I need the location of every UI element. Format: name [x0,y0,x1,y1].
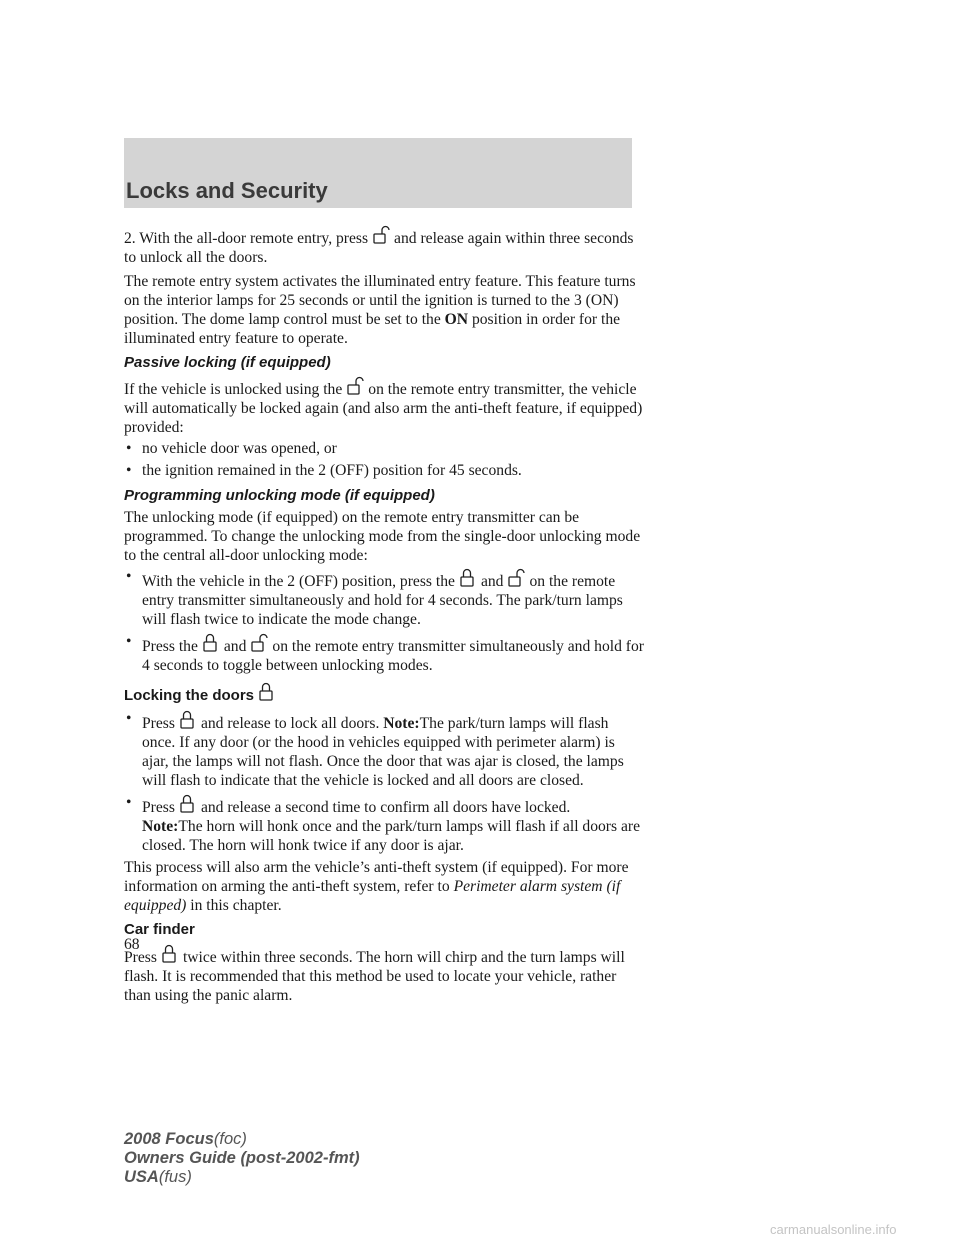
lock-icon [200,632,220,653]
page-content [124,224,644,1010]
list-item: • Press the and on the remote entry transmitter simultaneously and hold for 4 seconds to toggle between unlocking modes. [126,633,644,674]
lock-icon [177,793,197,814]
paragraph-anti-theft: This process will also arm the vehicle’s anti-theft system (if equipped). For more information on arming the anti-theft system, refer to Perimeter alarm system (if equipped) in this chapter. [124,859,629,914]
watermark: carmanualsonline.info [770,1222,897,1237]
heading-passive-locking: Passive locking (if equipped) [124,354,331,371]
unlock-icon [344,375,364,396]
unlock-icon [505,567,525,588]
unlock-icon [370,224,390,245]
heading-programming-unlocking: Programming unlocking mode (if equipped) [124,487,435,504]
lock-icon [457,567,477,588]
list-item: • the ignition remained in the 2 (OFF) position for 45 seconds. [126,462,522,479]
list-item: • Press and release a second time to confirm all doors have locked. Note:The horn will honk once and the park/turn lamps will flash if all doors are closed. The horn will honk twice if any door is ajar. [126,794,641,854]
paragraph-car-finder: Press twice within three seconds. The horn will chirp and the turn lamps will flash. It is recommended that this method be used to locate your vehicle, rather than using the panic alarm. [124,943,644,1005]
unlock-icon [248,632,268,653]
list-item: • Press and release to lock all doors. Note:The park/turn lamps will flash once. If any door (or the hood in vehicles equipped with perimeter alarm) is ajar, the lamps will not flash. Once the door that was ajar is closed, the lamps will flash to indicate that the vehicle is locked and all doors are closed. [126,710,624,789]
list-item: • no vehicle door was opened, or [126,440,337,457]
footer-imprint: 2008 Focus(foc) Owners Guide (post-2002-fmt) USA(fus) [124,1130,360,1186]
paragraph-programming-intro: The unlocking mode (if equipped) on the remote entry transmitter can be programmed. To change the unlocking mode from the single-door unlocking mode to the central all-door unlocking mode: [124,509,641,564]
page-number: 68 [124,936,140,953]
paragraph-passive-locking: If the vehicle is unlocked using the on the remote entry transmitter, the vehicle will automatically be locked again (and also arm the anti-theft feature, if equipped) provided: [124,375,644,437]
lock-icon [256,681,276,702]
heading-locking-doors: Locking the doors [124,681,644,705]
heading-car-finder: Car finder [124,921,195,938]
list-item: • With the vehicle in the 2 (OFF) position, press the and on the remote entry transmitter simultaneously and hold for 4 seconds. The park/turn lamps will flash twice to indicate the mode change. [126,568,623,628]
paragraph-step2: 2. With the all-door remote entry, press and release again within three seconds to unlock all the doors. [124,224,644,267]
lock-icon [159,943,179,964]
cross-reference: Perimeter alarm system (if equipped) [124,878,621,914]
paragraph-illuminated-entry: The remote entry system activates the illuminated entry feature. This feature turns on the interior lamps for 25 seconds or until the ignition is turned to the 3 (ON) position. The dome lamp control must be set to the ON position in order for the illuminated entry feature to operate. [124,273,636,347]
lock-icon [177,709,197,730]
section-title: Locks and Security [126,178,328,203]
